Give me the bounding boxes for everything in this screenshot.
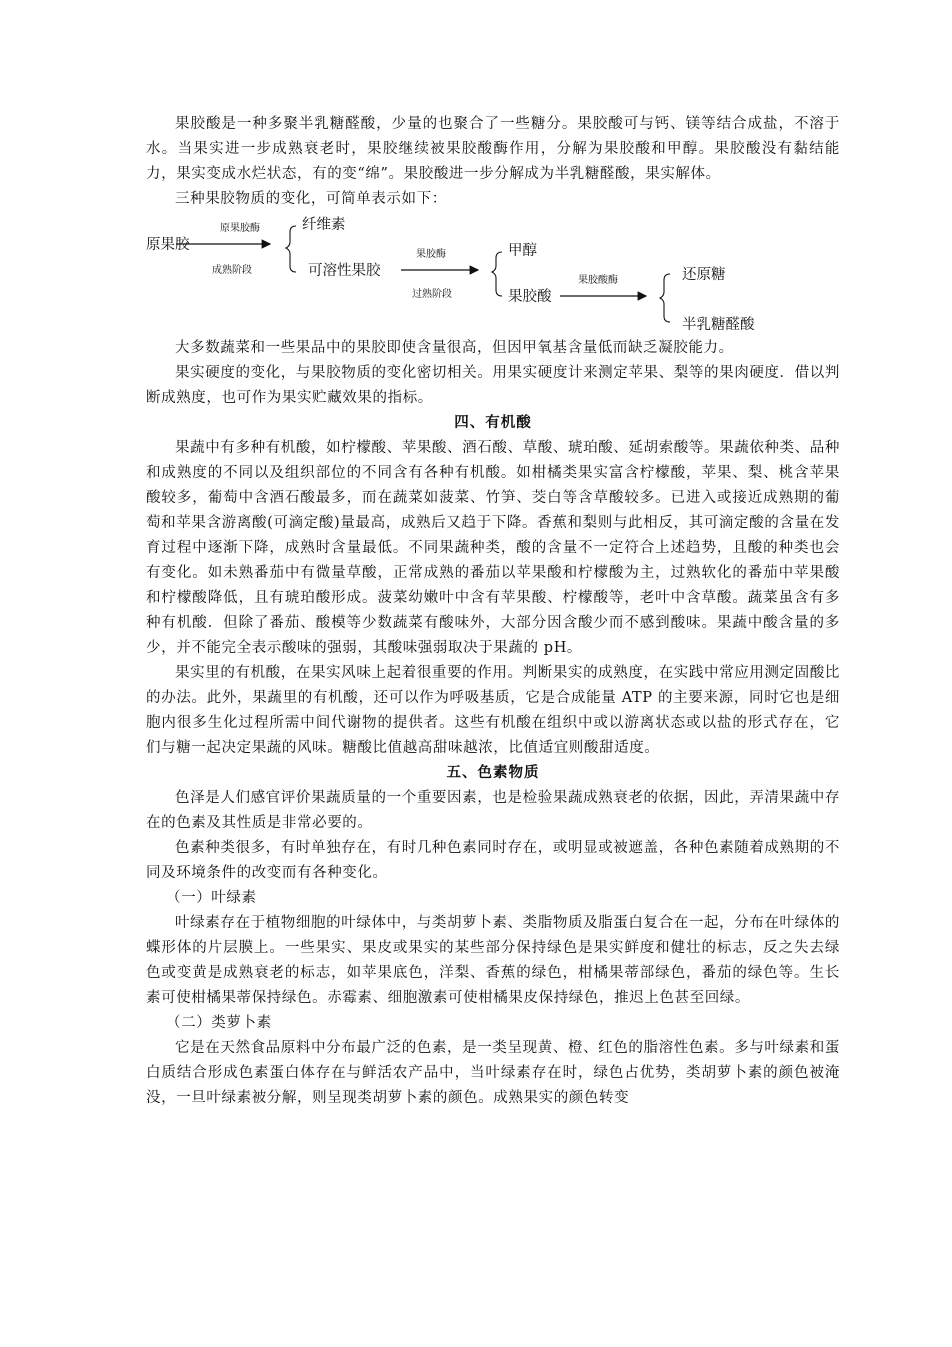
subheading-chlorophyll: （一）叶绿素 [166,890,257,906]
subheading-carotenoids: （二）类萝卜素 [166,1015,272,1031]
stage-mature-label: 成熟阶段 [212,265,252,276]
enzyme-protopectinase-label: 原果胶酶 [220,223,260,234]
pectin-change-diagram [146,212,840,336]
document-page [146,112,840,1111]
paragraph-gelling: 大多数蔬菜和一些果品中的果胶即使含量很高，但因甲氧基含量低而缺乏凝胶能力。 [175,340,734,356]
paragraph-pigment-types: 色素种类很多，有时单独存在，有时几种色素同时存在，或明显或被遮盖，各种色素随着成熟期的不同及环境条件的改变而有各种变化。 [146,840,840,881]
paragraph-chlorophyll: 叶绿素存在于植物细胞的叶绿体中，与类胡萝卜素、类脂物质及脂蛋白复合在一起，分布在叶绿体的蝶形体的片层膜上。一些果实、果皮或果实的某些部分保持绿色是果实鲜度和健壮的标志，反之失去绿色或变黄是成熟衰老的标志，如苹果底色，洋梨、香蕉的绿色，柑橘果蒂部绿色，番茄的绿色等。生长素可使柑橘果蒂保持绿色。赤霉素、细胞激素可使柑橘果皮保持绿色，推迟上色甚至回绿。 [146,915,840,1006]
section-heading-organic-acids: 四、有机酸 [454,415,532,431]
enzyme-pectinase-label: 果胶酶 [416,249,446,260]
paragraph-firmness: 果实硬度的变化，与果胶物质的变化密切相关。用果实硬度计来测定苹果、梨等的果肉硬度．借以判断成熟度，也可作为果实贮藏效果的指标。 [146,365,840,406]
paragraph-organic-acids: 果蔬中有多种有机酸，如柠檬酸、苹果酸、酒石酸、草酸、琥珀酸、延胡索酸等。果蔬依种类、品种和成熟度的不同以及组织部位的不同含有各种有机酸。如柑橘类果实富含柠檬酸，苹果、梨、桃含苹果酸较多，葡萄中含酒石酸最多，而在蔬菜如菠菜、竹笋、茭白等含草酸较多。已进入或接近成熟期的葡萄和苹果含游离酸(可滴定酸)量最高，成熟后又趋于下降。香蕉和梨则与此相反，其可滴定酸的含量在发育过程中逐渐下降，成熟时含量最低。不同果蔬种类，酸的含量不一定符合上述趋势，且酸的种类也会有变化。如未熟番茄中有微量草酸，正常成熟的番茄以苹果酸和柠檬酸为主，过熟软化的番茄中苹果酸和柠檬酸降低，且有琥珀酸形成。菠菜幼嫩叶中含有苹果酸、柠檬酸等，老叶中含草酸。蔬菜虽含有多种有机酸．但除了番茄、酸模等少数蔬菜有酸味外，大部分因含酸少而不感到酸味。果蔬中酸含量的多少，并不能完全表示酸味的强弱，其酸味强弱取决于果蔬的 pH。 [146,440,840,656]
node-pectic-acid: 果胶酸 [508,289,552,305]
stage-overripe-label: 过熟阶段 [412,289,452,300]
node-protopectin: 原果胶 [146,237,190,253]
node-soluble-pectin: 可溶性果胶 [308,263,381,279]
paragraph-pectic-acid: 果胶酸是一种多聚半乳糖醛酸，少量的也聚合了一些糖分。果胶酸可与钙、镁等结合成盐，不溶于水。当果实进一步成熟衰老时，果胶继续被果胶酸酶作用，分解为果胶酸和甲醇。果胶酸没有黏结能力，果实变成水烂状态，有的变“绵”。果胶酸进一步分解成为半乳糖醛酸，果实解体。 [146,116,840,182]
node-reducing-sugar: 还原糖 [682,267,726,283]
paragraph-diagram-intro: 三种果胶物质的变化，可简单表示如下： [175,191,447,207]
paragraph-acid-role: 果实里的有机酸，在果实风味上起着很重要的作用。判断果实的成熟度，在实践中常应用测定固酸比的办法。此外，果蔬里的有机酸，还可以作为呼吸基质，它是合成能量 ATP 的主要来源，同时它也是细胞内很多生化过程所需中间代谢物的提供者。这些有机酸在组织中或以游离状态或以盐的形式存在，它们与糖一起决定果蔬的风味。糖酸比值越高甜味越浓，比值适宜则酸甜适度。 [146,665,840,756]
node-cellulose: 纤维素 [302,217,346,233]
paragraph-carotenoids: 它是在天然食品原料中分布最广泛的色素，是一类呈现黄、橙、红色的脂溶性色素。多与叶绿素和蛋白质结合形成色素蛋白体存在与鲜活农产品中，当叶绿素存在时，绿色占优势，类胡萝卜素的颜色被淹没，一旦叶绿素被分解，则呈现类胡萝卜素的颜色。成熟果实的颜色转变 [146,1040,840,1106]
section-heading-pigments: 五、色素物质 [446,765,540,781]
paragraph-color-importance: 色泽是人们感官评价果蔬质量的一个重要因素，也是检验果蔬成熟衰老的依据，因此，弄清果蔬中存在的色素及其性质是非常必要的。 [146,790,840,831]
node-methanol: 甲醇 [508,243,537,259]
node-galacturonic-acid: 半乳糖醛酸 [682,317,755,333]
enzyme-pectic-acid-enzyme-label: 果胶酸酶 [578,275,618,286]
